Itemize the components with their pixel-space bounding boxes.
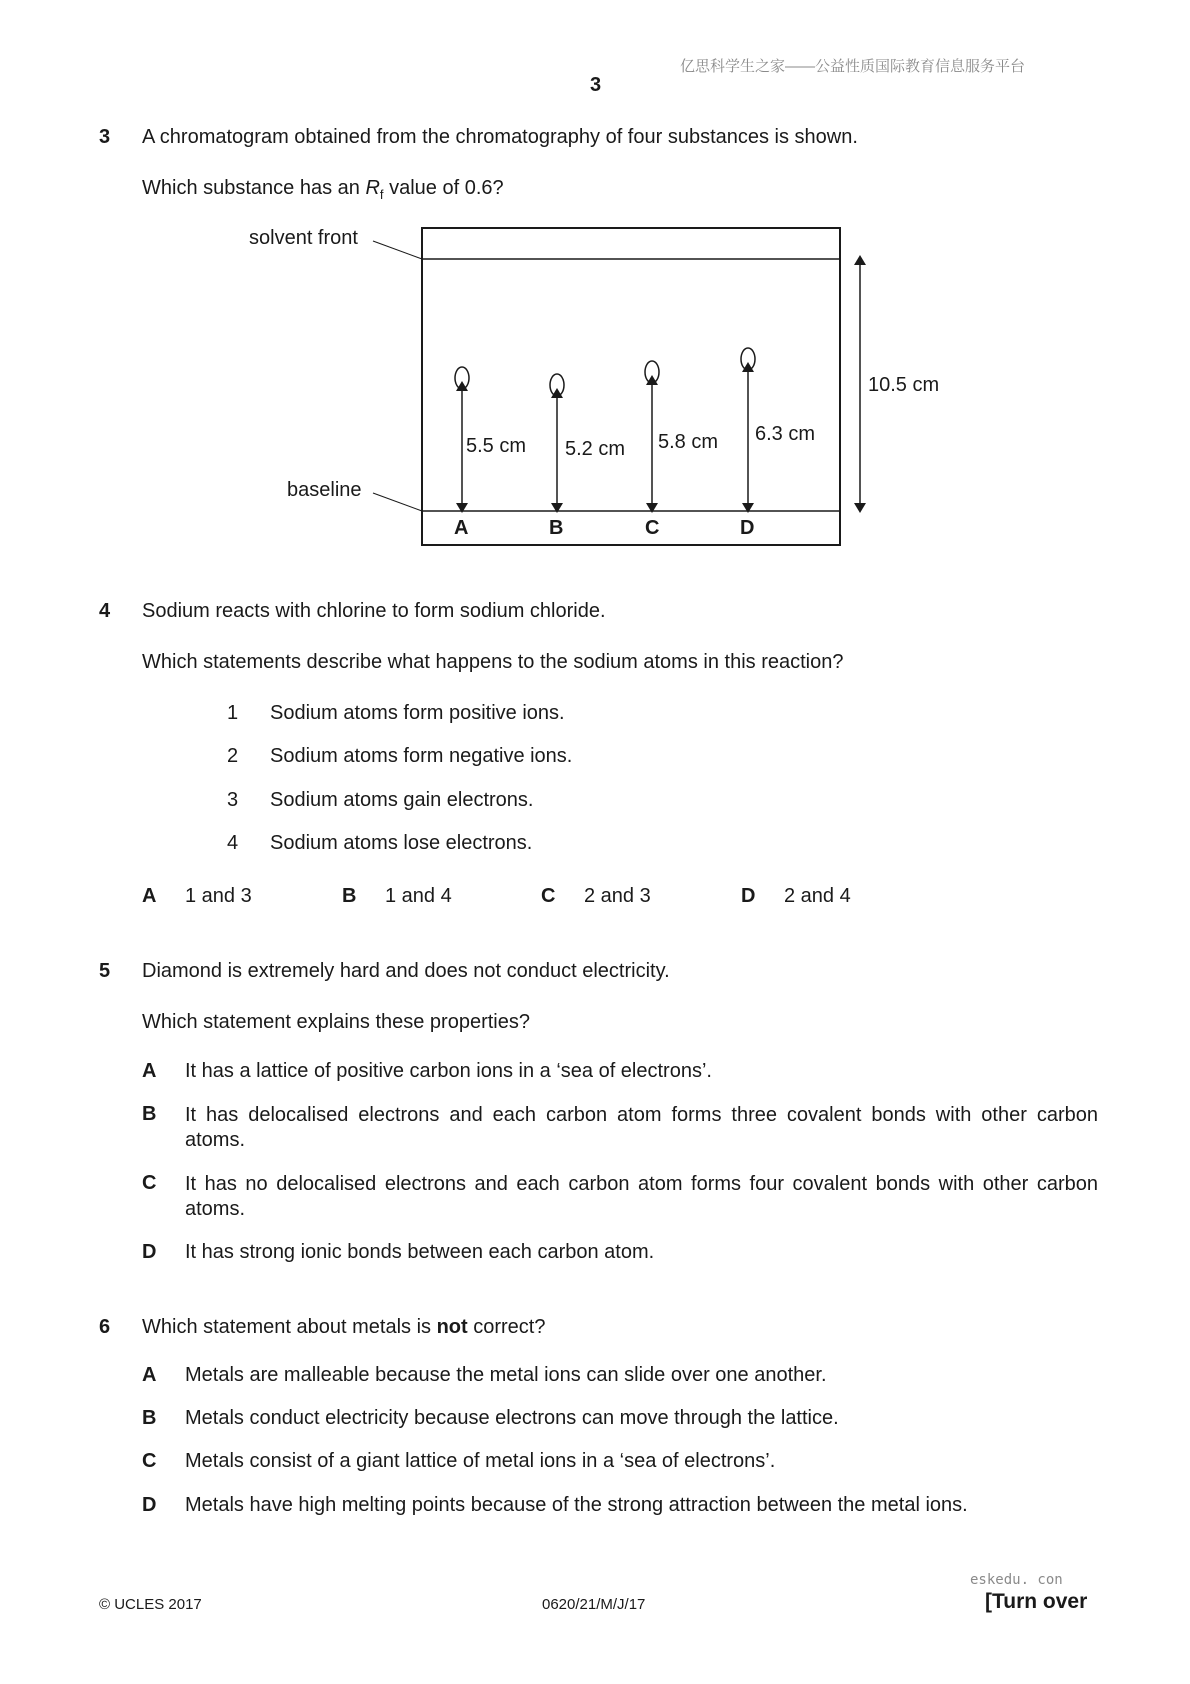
statement-2-text: Sodium atoms form negative ions. (270, 745, 573, 767)
distance-a-label: 5.5 cm (466, 435, 527, 457)
spot-b-letter: B (549, 517, 564, 539)
site-watermark: eskedu. con (970, 1572, 1063, 1588)
q4-option-a-text[interactable]: 1 and 3 (185, 885, 252, 907)
q4-option-b-letter[interactable]: B (342, 885, 357, 907)
solvent-front-leader (373, 241, 422, 259)
q6-option-d-text[interactable]: Metals have high melting points because of the strong attraction between the metal ions. (185, 1494, 968, 1516)
statement-3-text: Sodium atoms gain electrons. (270, 789, 534, 811)
q6-option-c-text[interactable]: Metals consist of a giant lattice of metal ions in a ‘sea of electrons’. (185, 1450, 776, 1472)
q4-option-d-letter[interactable]: D (741, 885, 756, 907)
question-5-number: 5 (99, 960, 111, 982)
question-5-text: Diamond is extremely hard and does not conduct electricity. (142, 960, 670, 982)
q4-option-c-text[interactable]: 2 and 3 (584, 885, 651, 907)
question-5-prompt: Which statement explains these properties? (142, 1011, 530, 1033)
question-4-text: Sodium reacts with chlorine to form sodium chloride. (142, 600, 606, 622)
q6-option-d-letter[interactable]: D (142, 1494, 157, 1516)
page-number: 3 (590, 74, 602, 96)
question-3-text: A chromatogram obtained from the chromatography of four substances is shown. (142, 126, 858, 148)
q6-option-b-letter[interactable]: B (142, 1407, 157, 1429)
header-watermark: 亿思科学生之家——公益性质国际教育信息服务平台 (680, 58, 1026, 75)
footer-turn-over: [Turn over (985, 1590, 1088, 1613)
q5-option-a-letter[interactable]: A (142, 1060, 157, 1082)
chromatogram-diagram (0, 0, 1190, 560)
q5-option-d-text[interactable]: It has strong ionic bonds between each carbon atom. (185, 1241, 655, 1263)
baseline-leader (373, 493, 422, 511)
q5-option-b-letter[interactable]: B (142, 1103, 157, 1125)
spot-c (645, 361, 659, 383)
q4-option-a-letter[interactable]: A (142, 885, 157, 907)
question-3-prompt: Which substance has an $R_f$ value of 0.6? (142, 177, 504, 202)
footer-paper-code: 0620/21/M/J/17 (542, 1596, 646, 1613)
footer-copyright: © UCLES 2017 (99, 1596, 202, 1613)
statement-1-text: Sodium atoms form positive ions. (270, 702, 565, 724)
q6-option-c-letter[interactable]: C (142, 1450, 157, 1472)
q5-option-d-letter[interactable]: D (142, 1241, 157, 1263)
spot-c-letter: C (645, 517, 660, 539)
statement-3-number: 3 (227, 789, 239, 811)
spot-a-letter: A (454, 517, 469, 539)
statement-2-number: 2 (227, 745, 239, 767)
q5-option-a-text[interactable]: It has a lattice of positive carbon ions in a ‘sea of electrons’. (185, 1060, 712, 1082)
q5-option-c-letter[interactable]: C (142, 1172, 157, 1194)
statement-4-text: Sodium atoms lose electrons. (270, 832, 533, 854)
q4-option-c-letter[interactable]: C (541, 885, 556, 907)
q5-option-c-text[interactable]: It has no delocalised electrons and each carbon atom forms four covalent bonds with other carbon atoms. (185, 1173, 1098, 1220)
statement-4-number: 4 (227, 832, 239, 854)
spot-d (741, 348, 755, 370)
q6-option-b-text[interactable]: Metals conduct electricity because electrons can move through the lattice. (185, 1407, 839, 1429)
q6-option-a-letter[interactable]: A (142, 1364, 157, 1386)
question-6-number: 6 (99, 1316, 111, 1338)
question-6-text: Which statement about metals is not correct? (142, 1316, 546, 1338)
question-4-prompt: Which statements describe what happens to the sodium atoms in this reaction? (142, 651, 844, 673)
distance-d-label: 6.3 cm (755, 423, 816, 445)
statement-1-number: 1 (227, 702, 239, 724)
solvent-front-label: solvent front (249, 227, 358, 249)
question-4-number: 4 (99, 600, 111, 622)
q4-option-b-text[interactable]: 1 and 4 (385, 885, 452, 907)
distance-b-label: 5.2 cm (565, 438, 626, 460)
spot-b (550, 374, 564, 396)
question-3-number: 3 (99, 126, 111, 148)
chromatography-paper (422, 228, 840, 545)
baseline-label: baseline (287, 479, 362, 501)
q4-option-d-text[interactable]: 2 and 4 (784, 885, 851, 907)
q5-option-b-text[interactable]: It has delocalised electrons and each carbon atom forms three covalent bonds with other carbon atoms. (185, 1104, 1098, 1151)
spot-a (455, 367, 469, 389)
spot-d-letter: D (740, 517, 755, 539)
total-distance-label: 10.5 cm (868, 374, 940, 396)
q6-option-a-text[interactable]: Metals are malleable because the metal ions can slide over one another. (185, 1364, 827, 1386)
distance-c-label: 5.8 cm (658, 431, 719, 453)
